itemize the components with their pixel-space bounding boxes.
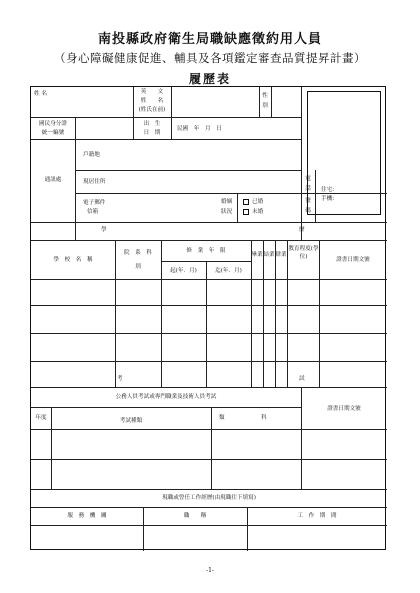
col-line bbox=[271, 87, 272, 117]
row-line bbox=[75, 170, 301, 171]
edu-cert-label: 證書日期文號 bbox=[336, 257, 370, 263]
id-label: 國民身分證 bbox=[39, 121, 67, 127]
phone-label-3: 號 bbox=[305, 198, 311, 204]
col-line bbox=[251, 240, 252, 387]
row-line bbox=[31, 117, 301, 118]
form-title: 南投縣政府衛生局職缺應徵約用人員 bbox=[97, 32, 322, 47]
phone-label: 電 bbox=[305, 176, 311, 182]
row-line bbox=[31, 407, 301, 408]
col-line bbox=[287, 240, 288, 387]
col-line bbox=[263, 240, 264, 387]
email-label-2: 信箱 bbox=[87, 209, 99, 215]
phone-label-4: 碼 bbox=[305, 208, 311, 214]
email-label: 電子郵件 bbox=[83, 200, 106, 206]
degree-label: 教育程度(學位) bbox=[288, 246, 319, 260]
col-line bbox=[161, 240, 162, 387]
work-org-label: 服 務 機 關 bbox=[67, 513, 107, 519]
category-label-b: 科 bbox=[261, 415, 267, 421]
id-label-2: 統一編號 bbox=[41, 130, 65, 136]
gender-label-2: 別 bbox=[262, 103, 268, 109]
english-label-2: 姓 名 bbox=[140, 98, 164, 104]
work-period-label: 工 作 期 間 bbox=[297, 513, 337, 519]
row-line bbox=[31, 507, 387, 508]
col-line bbox=[237, 193, 238, 222]
exam-type-label: 公務人員考試或專門職業及技術人員考試 bbox=[115, 394, 217, 400]
col-line bbox=[301, 87, 302, 240]
form-subtitle: （身心障礙健康促進、輔具及各項鑑定審查品質提昇計畫） bbox=[54, 51, 366, 65]
page-number: -1- bbox=[206, 567, 214, 574]
english-label-3: (姓氏在前) bbox=[138, 107, 166, 113]
row-line bbox=[31, 333, 387, 334]
col-line bbox=[171, 117, 172, 139]
row-line bbox=[31, 240, 387, 241]
work-section-title: 現職或曾任工作經歷(由現職往下填寫) bbox=[162, 495, 256, 501]
row-line bbox=[31, 459, 387, 460]
english-label: 英 文 bbox=[140, 89, 164, 95]
exam-section-right: 試 bbox=[299, 376, 305, 382]
residence-label: 現居住所 bbox=[83, 179, 106, 185]
household-label: 戶籍地 bbox=[83, 152, 100, 158]
row-line bbox=[31, 222, 387, 223]
col-line bbox=[171, 87, 172, 117]
period-label: 修 業 年 限 bbox=[186, 248, 226, 254]
row-line bbox=[31, 489, 387, 490]
marriage-label-2: 狀況 bbox=[221, 209, 233, 215]
dept-label-2: 別 bbox=[135, 264, 141, 270]
education-section-right: 歷 bbox=[299, 227, 305, 233]
row-line bbox=[31, 525, 387, 526]
unmarried-checkbox[interactable] bbox=[243, 209, 249, 215]
married-label: 已婚 bbox=[252, 199, 264, 205]
exam-section-left: 考 bbox=[117, 376, 123, 382]
col-line bbox=[275, 240, 276, 387]
birth-value[interactable]: 民國 年 月 日 bbox=[177, 126, 222, 132]
married-checkbox[interactable] bbox=[243, 199, 249, 205]
exam-cert-label: 證書日期文號 bbox=[327, 406, 361, 412]
row-line bbox=[31, 305, 387, 306]
row-line bbox=[31, 361, 387, 362]
col-line bbox=[206, 261, 207, 387]
work-title-label: 職 稱 bbox=[183, 513, 207, 519]
from-label: 起(年．月) bbox=[170, 268, 197, 274]
birth-label: 出 生 bbox=[143, 121, 161, 127]
row-line bbox=[31, 279, 387, 280]
mobile-phone-label: 手機: bbox=[321, 196, 335, 202]
phone-label-2: 話 bbox=[305, 186, 311, 192]
gender-label: 性 bbox=[262, 93, 268, 99]
category-label-a: 類 bbox=[219, 415, 225, 421]
school-label: 學 校 名 稱 bbox=[53, 257, 93, 263]
row-line bbox=[31, 387, 387, 388]
unmarried-label: 未婚 bbox=[252, 209, 264, 215]
graduated-label: 畢業 bbox=[251, 252, 263, 258]
home-phone-label: 住宅: bbox=[321, 187, 335, 193]
dropout-label: 肄業 bbox=[275, 252, 287, 258]
col-line bbox=[75, 117, 76, 240]
form-name: 履歷表 bbox=[188, 72, 231, 86]
dept-label: 院 系 科 bbox=[124, 250, 152, 256]
col-line bbox=[301, 387, 302, 489]
photo-box[interactable] bbox=[307, 91, 381, 215]
row-line bbox=[31, 139, 301, 140]
education-section-left: 學 bbox=[101, 227, 107, 233]
completed-label: 結業 bbox=[263, 252, 275, 258]
to-label: 迄(年．月) bbox=[215, 268, 242, 274]
name-label: 姓 名 bbox=[34, 91, 47, 97]
year-label: 年度 bbox=[35, 415, 47, 421]
marriage-label: 婚姻 bbox=[221, 199, 233, 205]
exam-name-label: 考試種類 bbox=[119, 418, 143, 424]
birth-label-2: 日 期 bbox=[143, 130, 161, 136]
row-line bbox=[31, 429, 387, 430]
address-group-label: 通訊處 bbox=[44, 177, 62, 183]
resume-form bbox=[30, 86, 386, 550]
col-line bbox=[211, 407, 212, 489]
